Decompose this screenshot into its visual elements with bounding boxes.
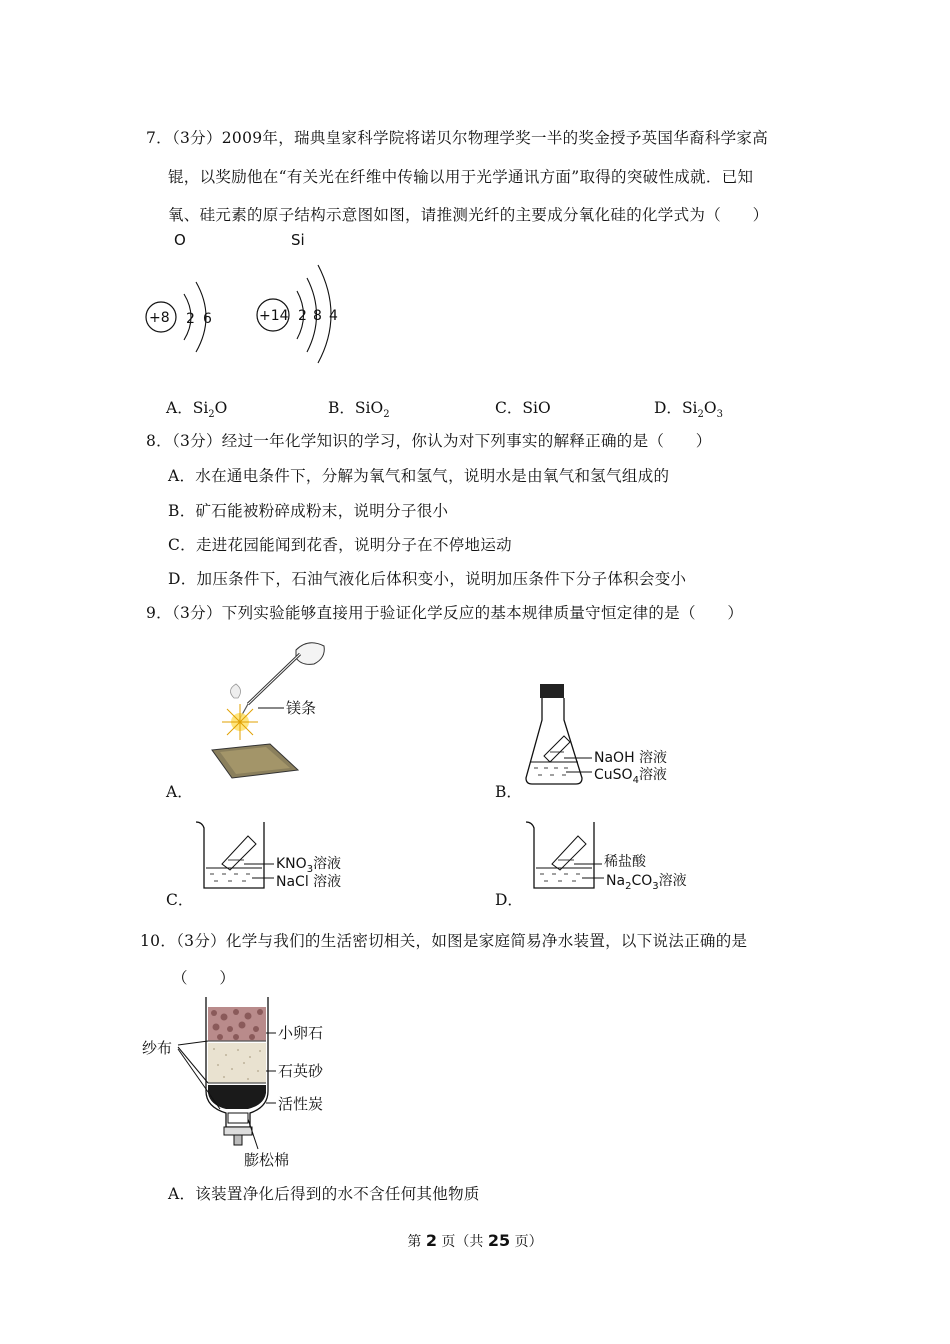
silicon-nucleus-charge: +14	[259, 308, 289, 324]
q7-option-b[interactable]: B．SiO$_2$	[328, 399, 390, 421]
oxygen-shell-2: 6	[203, 311, 212, 327]
q10-option-a[interactable]: A．该装置净化后得到的水不含任何其他物质	[168, 1185, 480, 1203]
q10-water-filter-figure	[140, 995, 340, 1175]
silicon-shell-1: 2	[298, 308, 307, 324]
q8-stem: 8．（3分）经过一年化学知识的学习，你认为对下列事实的解释正确的是（ ）	[146, 432, 712, 450]
atomic-structure-diagram	[140, 228, 360, 363]
page-footer: 第 2 页（共 25 页）	[407, 1231, 543, 1250]
q10-stem-line1: 10．（3分）化学与我们的生活密切相关，如图是家庭简易净水装置，以下说法正确的是	[140, 932, 748, 950]
q7-option-c[interactable]: C．SiO	[495, 399, 551, 417]
oxygen-shell-1: 2	[186, 311, 195, 327]
q10-label-cotton: 膨松棉	[244, 1151, 290, 1169]
q7-stem-line3: 氧、硅元素的原子结构示意图如图，请推测光纤的主要成分氧化硅的化学式为（ ）	[168, 206, 769, 224]
q10-label-gauze: 纱布	[142, 1039, 173, 1057]
q9-option-b[interactable]: B．	[495, 783, 522, 801]
q7-stem-line2: 锟，以奖励他在“有关光在纤维中传输以用于光学通讯方面”取得的突破性成就．已知	[168, 168, 754, 186]
q9-b-label-naoh: NaOH 溶液	[594, 750, 668, 766]
q9-a-label-magnesium: 镁条	[286, 699, 317, 717]
q9-figure-b-flask	[524, 680, 694, 792]
q9-figure-a-magnesium	[196, 632, 356, 782]
q9-figure-c-beaker	[194, 818, 374, 893]
page-number: 2	[425, 1231, 437, 1250]
q10-stem-line2: （ ）	[172, 969, 236, 987]
q9-d-label-hcl: 稀盐酸	[604, 854, 646, 870]
q9-stem: 9．（3分）下列实验能够直接用于验证化学反应的基本规律质量守恒定律的是（ ）	[146, 604, 744, 622]
q10-label-pebble: 小卵石	[278, 1024, 324, 1042]
q9-option-c[interactable]: C．	[166, 891, 194, 909]
q8-option-c[interactable]: C．走进花园能闻到花香，说明分子在不停地运动	[168, 536, 512, 554]
q7-stem-line1: 7．（3分）2009年，瑞典皇家科学院将诺贝尔物理学奖一半的奖金授予英国华裔科学家高	[146, 129, 769, 147]
q9-c-label-nacl: NaCl 溶液	[276, 874, 342, 890]
q9-c-label-kno3: $KNO_3$溶液	[276, 856, 342, 875]
silicon-symbol: Si	[291, 231, 305, 249]
q10-label-sand: 石英砂	[278, 1062, 324, 1080]
q9-figure-d-beaker	[524, 818, 714, 893]
q7-option-d[interactable]: D．$Si_2O_3$	[654, 399, 723, 421]
q8-option-b[interactable]: B．矿石能被粉碎成粉末，说明分子很小	[168, 502, 449, 520]
silicon-shell-3: 4	[329, 308, 338, 324]
q9-b-label-cuso4: CuSO$_4$溶液	[594, 767, 667, 786]
oxygen-nucleus-charge: +8	[149, 310, 170, 326]
q9-d-label-na2co3: $Na_2CO_3$溶液	[606, 873, 687, 892]
page-total: 25	[487, 1231, 511, 1250]
q9-option-a[interactable]: A．	[166, 783, 193, 801]
q9-option-d[interactable]: D．	[495, 891, 523, 909]
q8-option-a[interactable]: A．水在通电条件下，分解为氧气和氢气，说明水是由氧气和氢气组成的	[168, 467, 670, 485]
q8-option-d[interactable]: D．加压条件下，石油气液化后体积变小，说明加压条件下分子体积会变小	[168, 570, 687, 588]
silicon-shell-2: 8	[313, 308, 322, 324]
q7-option-a[interactable]: A．$Si_2O$	[166, 399, 228, 421]
oxygen-symbol: O	[174, 231, 186, 249]
q10-label-carbon: 活性炭	[278, 1095, 324, 1113]
